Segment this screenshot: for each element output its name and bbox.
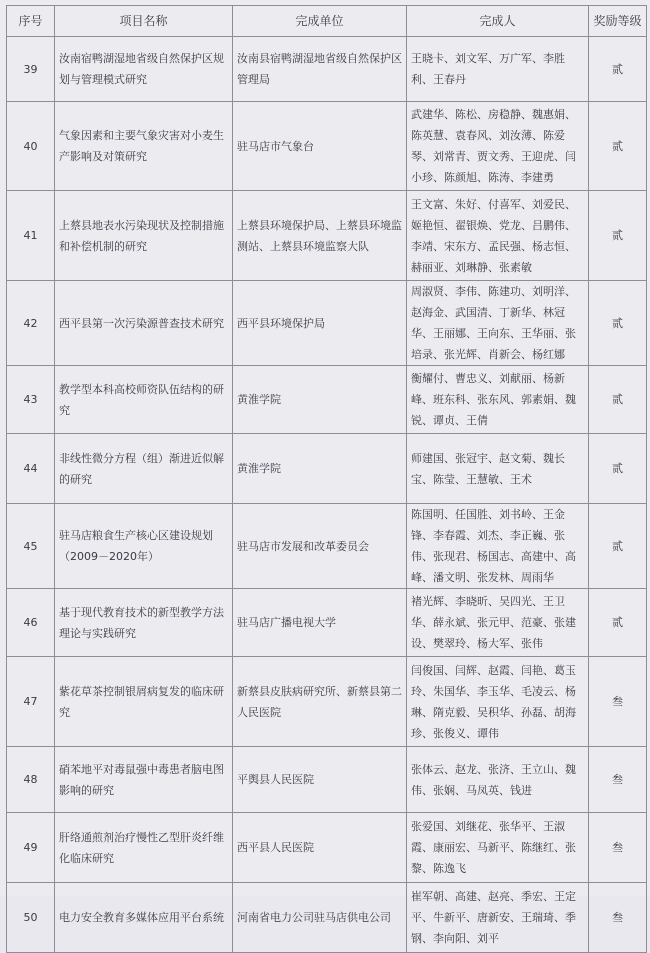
- project-name: 紫花草茶控制银屑病复发的临床研究: [55, 657, 233, 747]
- completion-people: 王文富、朱好、付喜军、刘爱民、姬艳恒、翟银焕、党龙、吕鹏伟、李靖、宋东方、孟民强、杨志恒、赫丽亚、刘琳静、张素敏: [407, 191, 589, 281]
- header-num: 序号: [7, 6, 55, 37]
- table-row: [7, 281, 647, 366]
- completion-unit: 驻马店广播电视大学: [233, 589, 407, 657]
- completion-people: 崔军朝、高建、赵亮、季宏、王定平、牛新平、唐新安、王瑞琦、季钢、李向阳、刘平: [407, 883, 589, 953]
- project-name: 肝络通煎剂治疗慢性乙型肝炎纤维化临床研究: [55, 813, 233, 883]
- row-number: 43: [7, 366, 55, 434]
- project-name: 电力安全教育多媒体应用平台系统: [55, 883, 233, 953]
- completion-unit: 黄淮学院: [233, 434, 407, 504]
- row-number: 42: [7, 281, 55, 366]
- completion-unit: 河南省电力公司驻马店供电公司: [233, 883, 407, 953]
- table-row: [7, 504, 647, 589]
- header-award: 奖励等级: [589, 6, 647, 37]
- table-row: [7, 37, 647, 102]
- header-unit: 完成单位: [233, 6, 407, 37]
- table-row: [7, 747, 647, 813]
- completion-unit: 平舆县人民医院: [233, 747, 407, 813]
- award-level: 贰: [589, 281, 647, 366]
- project-name: 西平县第一次污染源普查技术研究: [55, 281, 233, 366]
- completion-unit: 驻马店市发展和改革委员会: [233, 504, 407, 589]
- table-row: [7, 434, 647, 504]
- award-level: 贰: [589, 434, 647, 504]
- row-number: 49: [7, 813, 55, 883]
- completion-people: 张体云、赵龙、张济、王立山、魏伟、张娴、马凤英、钱进: [407, 747, 589, 813]
- award-level: 贰: [589, 37, 647, 102]
- row-number: 47: [7, 657, 55, 747]
- completion-people: 衡耀付、曹忠义、刘献丽、杨新峰、班东科、张东风、郭素娟、魏锐、谭贞、王倩: [407, 366, 589, 434]
- completion-people: 张爱国、刘继花、张华平、王淑霞、康丽宏、马新平、陈继红、张黎、陈逸飞: [407, 813, 589, 883]
- table-row: [7, 883, 647, 953]
- completion-unit: 上蔡县环境保护局、上蔡县环境监测站、上蔡县环境监察大队: [233, 191, 407, 281]
- table-row: [7, 366, 647, 434]
- project-name: 气象因素和主要气象灾害对小麦生产影响及对策研究: [55, 102, 233, 191]
- award-level: 叁: [589, 657, 647, 747]
- row-number: 46: [7, 589, 55, 657]
- project-name: 非线性微分方程（组）渐进近似解的研究: [55, 434, 233, 504]
- table-row: [7, 191, 647, 281]
- completion-unit: 新蔡县皮肤病研究所、新蔡县第二人民医院: [233, 657, 407, 747]
- project-name: 教学型本科高校师资队伍结构的研究: [55, 366, 233, 434]
- project-name: 基于现代教育技术的新型教学方法理论与实践研究: [55, 589, 233, 657]
- header-name: 项目名称: [55, 6, 233, 37]
- row-number: 39: [7, 37, 55, 102]
- award-level: 贰: [589, 102, 647, 191]
- completion-unit: 汝南县宿鸭湖湿地省级自然保护区管理局: [233, 37, 407, 102]
- table-row: [7, 813, 647, 883]
- completion-people: 武建华、陈松、房稳静、魏惠娟、陈英慧、袁春风、刘汝薄、陈爱琴、刘常青、贾文秀、王迎虎、闫小珍、陈颜旭、陈涛、李建勇: [407, 102, 589, 191]
- completion-people: 褚光辉、李晓昕、吴四光、王卫华、薛永斌、张元甲、范豪、张建设、樊翠玲、杨大军、张伟: [407, 589, 589, 657]
- award-level: 贰: [589, 191, 647, 281]
- row-number: 50: [7, 883, 55, 953]
- completion-people: 陈国明、任国胜、刘书岭、王金锋、李春霞、刘杰、李正巍、张伟、张现君、杨国志、高建中、高峰、潘文明、张发林、周雨华: [407, 504, 589, 589]
- award-level: 叁: [589, 883, 647, 953]
- table-row: [7, 589, 647, 657]
- completion-people: 王晓卡、刘文军、万广军、李胜利、王春丹: [407, 37, 589, 102]
- award-level: 贰: [589, 504, 647, 589]
- header-people: 完成人: [407, 6, 589, 37]
- header-row: [7, 6, 647, 37]
- completion-people: 闫俊国、闫辉、赵霞、闫艳、葛玉玲、朱国华、李玉华、毛凌云、杨琳、隋克毅、吴积华、孙磊、胡海珍、张俊义、谭伟: [407, 657, 589, 747]
- table-row: [7, 657, 647, 747]
- row-number: 40: [7, 102, 55, 191]
- project-name: 汝南宿鸭湖湿地省级自然保护区规划与管理模式研究: [55, 37, 233, 102]
- row-number: 48: [7, 747, 55, 813]
- row-number: 45: [7, 504, 55, 589]
- award-level: 叁: [589, 813, 647, 883]
- project-name: 驻马店粮食生产核心区建设规划（2009－2020年）: [55, 504, 233, 589]
- awards-table: [6, 5, 647, 953]
- completion-people: 周淑贤、李伟、陈建功、刘明洋、赵海金、武国清、丁新华、林冠华、王丽娜、王向东、王华丽、张培录、张光辉、肖新会、杨红娜: [407, 281, 589, 366]
- completion-unit: 西平县人民医院: [233, 813, 407, 883]
- award-level: 贰: [589, 589, 647, 657]
- project-name: 上蔡县地表水污染现状及控制措施和补偿机制的研究: [55, 191, 233, 281]
- table-row: [7, 102, 647, 191]
- award-level: 叁: [589, 747, 647, 813]
- completion-unit: 黄淮学院: [233, 366, 407, 434]
- award-level: 贰: [589, 366, 647, 434]
- row-number: 44: [7, 434, 55, 504]
- project-name: 硝苯地平对毒鼠强中毒患者脑电图影响的研究: [55, 747, 233, 813]
- completion-unit: 西平县环境保护局: [233, 281, 407, 366]
- row-number: 41: [7, 191, 55, 281]
- completion-unit: 驻马店市气象台: [233, 102, 407, 191]
- completion-people: 师建国、张冠宇、赵文菊、魏长宝、陈莹、王慧敏、王术: [407, 434, 589, 504]
